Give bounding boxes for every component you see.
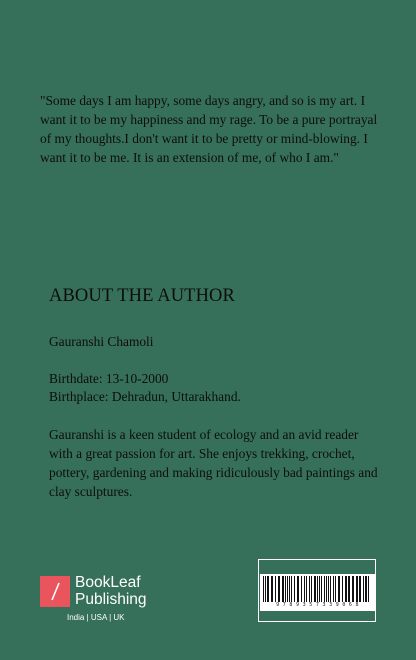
barcode-bar (265, 576, 266, 602)
barcode-bar (319, 576, 320, 602)
barcode-bar (352, 576, 354, 602)
barcode-bar (263, 576, 264, 602)
birthplace: Birthplace: Dehradun, Uttarakhand. (49, 389, 241, 404)
publisher-name-line2: Publishing (75, 591, 147, 608)
author-name: Gauranshi Chamoli (49, 334, 154, 349)
birth-details (49, 370, 379, 406)
barcode-bar (314, 576, 316, 602)
barcode-bar (311, 576, 312, 602)
barcode-bar (321, 576, 322, 602)
barcode-bar (363, 576, 364, 602)
birthdate: Birthdate: 13-10-2000 (49, 371, 169, 386)
isbn-barcode (260, 574, 375, 611)
barcode-bar (285, 576, 286, 602)
barcode-bar (282, 576, 284, 602)
barcode-bar (333, 576, 334, 602)
barcode-bar (317, 576, 318, 602)
barcode-bar (330, 576, 331, 602)
barcode-bar (356, 576, 358, 602)
barcode-bar (335, 576, 336, 602)
barcode-bar (328, 576, 329, 602)
barcode-bars-icon (262, 576, 373, 602)
about-author-heading: ABOUT THE AUTHOR (49, 286, 235, 306)
barcode-bar (291, 576, 292, 602)
barcode-bar (342, 576, 343, 602)
publisher-logo (40, 575, 170, 625)
barcode-bar (289, 576, 290, 602)
barcode-bar (326, 576, 327, 602)
barcode-bar (304, 576, 305, 602)
barcode-bar (301, 576, 302, 602)
barcode-bar (345, 576, 347, 602)
barcode-digits: 9 7 8 9 3 5 7 3 3 9 0 6 8 (276, 602, 359, 608)
barcode-bar (324, 576, 325, 602)
barcode-bar (297, 576, 299, 602)
barcode-bar (278, 576, 280, 602)
barcode-bar (359, 576, 361, 602)
barcode-bar (287, 576, 288, 602)
barcode-bar (368, 576, 369, 602)
barcode-bar (365, 576, 367, 602)
leaf-mark-icon (40, 576, 70, 607)
barcode-bar (348, 576, 350, 602)
publisher-regions: India | USA | UK (67, 613, 125, 622)
barcode-bar (271, 576, 273, 602)
barcode-bar (294, 576, 295, 602)
author-bio: Gauranshi is a keen student of ecology and an avid reader with a great passion for art. She enjoys trekking, crochet, pottery, gardening and making ridiculously bad paintings and clay sculptures. (49, 427, 378, 499)
barcode-bar (306, 576, 307, 602)
barcode-bar (267, 576, 269, 602)
barcode-bar (338, 576, 340, 602)
barcode-bar (275, 576, 276, 602)
back-cover-quote: "Some days I am happy, some days angry, and so is my art. I want it to be my happiness and my rage. To be a pure portrayal of my thoughts.I don't want it to be pretty or mind-blowing. I want it to be me. It is an extension of me, of who I am." (40, 93, 378, 165)
publisher-name-line1: BookLeaf (75, 574, 141, 591)
barcode-bar (309, 576, 310, 602)
